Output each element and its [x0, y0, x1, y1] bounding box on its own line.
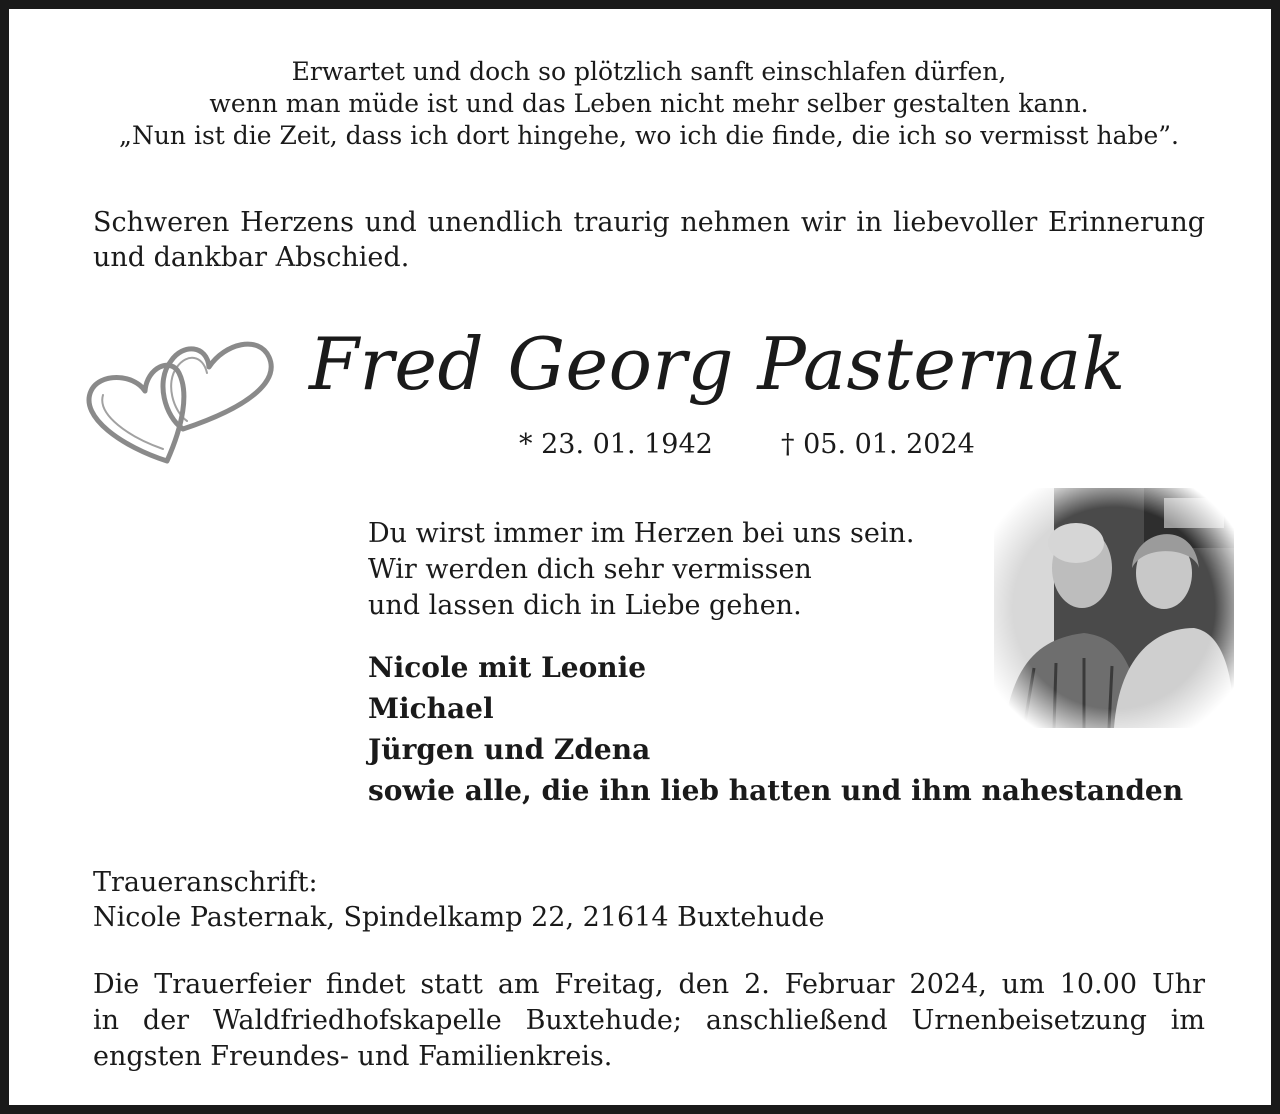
poem-line: Du wirst immer im Herzen bei uns sein.	[368, 518, 915, 549]
funeral-line: engsten Freundes- und Familienkreis.	[93, 1041, 613, 1072]
two-hearts-icon	[83, 321, 275, 471]
mourner-name: Jürgen und Zdena	[368, 733, 651, 766]
deceased-name: Fred Georg Pasternak	[309, 322, 1126, 406]
intro-text: Schweren Herzens und unendlich traurig nehmen wir in liebevoller Erinnerung und dankbar Abschied.	[93, 207, 1205, 273]
birth-date: * 23. 01. 1942	[519, 429, 713, 460]
mourning-address	[93, 865, 1205, 935]
farewell-poem	[368, 516, 988, 624]
verse-line: wenn man müde ist und das Leben nicht mehr selber gestalten kann.	[209, 89, 1089, 118]
mourner-name: sowie alle, die ihn lieb hatten und ihm nahestanden	[368, 774, 1184, 807]
address-value: Nicole Pasternak, Spindelkamp 22, 21614 Buxtehude	[93, 902, 825, 933]
funeral-line: in der Waldfriedhofskapelle Buxtehude; anschließend Urnenbeisetzung im	[93, 1005, 1205, 1036]
mourner-name: Nicole mit Leonie	[368, 651, 647, 684]
poem-line: und lassen dich in Liebe gehen.	[368, 590, 802, 621]
opening-verse	[39, 56, 1259, 152]
mourners-list	[368, 647, 1248, 811]
death-date: † 05. 01. 2024	[781, 429, 975, 460]
verse-line: Erwartet und doch so plötzlich sanft einschlafen dürfen,	[291, 57, 1007, 86]
funeral-line: Die Trauerfeier findet statt am Freitag, den 2. Februar 2024, um 10.00 Uhr	[93, 969, 1205, 1000]
mourner-name: Michael	[368, 692, 494, 725]
funeral-details	[93, 967, 1205, 1075]
address-label: Traueranschrift:	[93, 867, 318, 898]
poem-line: Wir werden dich sehr vermissen	[368, 554, 812, 585]
verse-line: „Nun ist die Zeit, dass ich dort hingehe, wo ich die finde, die ich so vermisst habe”.	[119, 121, 1179, 150]
